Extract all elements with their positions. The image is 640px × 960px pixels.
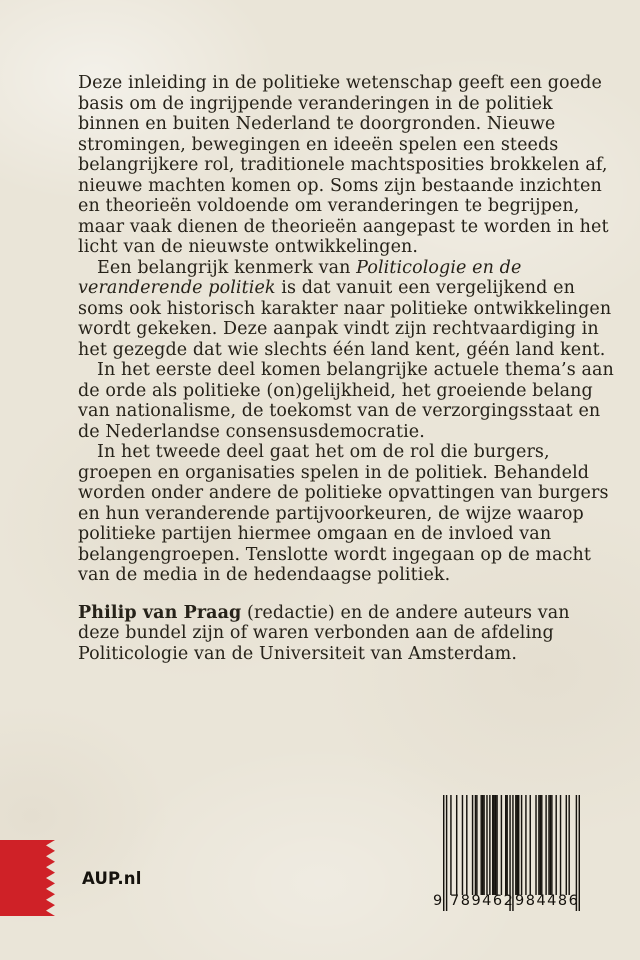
aup-logo-flag xyxy=(0,840,56,916)
publisher-url: AUP.nl xyxy=(82,869,142,888)
blurb-line: de orde als politieke (on)gelijkheid, het groeiende belang xyxy=(78,380,593,401)
blurb-line: Een belangrijk kenmerk van Politicologie en de xyxy=(97,257,522,278)
blurb-paragraph xyxy=(78,360,614,442)
blurb-line: maar vaak dienen de theorieën aangepast te worden in het xyxy=(78,216,609,237)
blurb-line: binnen en buiten Nederland te doorgronden. Nieuwe xyxy=(78,114,556,134)
blurb-line: en hun veranderende partijvoorkeuren, de wijze waarop xyxy=(78,503,584,524)
blurb-line: van de media in de hedendaagse politiek. xyxy=(78,565,451,585)
blurb-line: en theorieën voldoende om veranderingen te begrijpen, xyxy=(78,196,580,216)
blurb-line: Deze inleiding in de politieke wetenschap geeft een goede xyxy=(78,73,602,93)
blurb-line: Politicologie van de Universiteit van Amsterdam. xyxy=(78,643,517,664)
blurb-line: het gezegde dat wie slechts één land kent, géén land kent. xyxy=(78,339,606,360)
blurb-line: groepen en organisaties spelen in de politiek. Behandeld xyxy=(78,462,590,483)
blurb-line: licht van de nieuwste ontwikkelingen. xyxy=(78,237,419,257)
blurb-paragraph xyxy=(78,442,609,586)
blurb-line: soms ook historisch karakter naar politieke ontwikkelingen xyxy=(78,298,612,319)
back-cover-blurb xyxy=(78,73,614,664)
blurb-line: In het tweede deel gaat het om de rol die burgers, xyxy=(97,442,550,462)
isbn-digits-left: 789462 xyxy=(450,893,515,909)
blurb-line: van nationalisme, de toekomst van de verzorgingsstaat en xyxy=(78,401,601,421)
blurb-line: nieuwe machten komen op. Soms zijn bestaande inzichten xyxy=(78,175,602,196)
blurb-paragraph xyxy=(78,603,583,665)
blurb-line: worden onder andere de politieke opvattingen van burgers xyxy=(78,483,609,503)
blurb-line: In het eerste deel komen belangrijke actuele thema’s aan xyxy=(97,360,614,380)
isbn-barcode xyxy=(433,795,580,913)
blurb-line: basis om de ingrijpende veranderingen in de politiek xyxy=(78,93,553,114)
blurb-line: politieke partijen hiermee omgaan en de invloed van xyxy=(78,524,552,544)
blurb-line: stromingen, bewegingen en ideeën spelen een steeds xyxy=(78,134,559,155)
blurb-line: deze bundel zijn of waren verbonden aan de afdeling xyxy=(78,623,554,643)
blurb-line: Philip van Praag (redactie) en de andere auteurs van xyxy=(78,602,570,623)
blurb-line: veranderende politiek is dat vanuit een vergelijkend en xyxy=(78,278,575,298)
isbn-digits-right: 984486 xyxy=(515,893,580,909)
blurb-paragraph xyxy=(78,73,609,258)
blurb-paragraph xyxy=(78,257,612,361)
isbn-digit-lead: 9 xyxy=(433,893,443,909)
blurb-line: de Nederlandse consensusdemocratie. xyxy=(78,421,425,442)
blurb-line: wordt gekeken. Deze aanpak vindt zijn rechtvaardiging in xyxy=(78,319,599,339)
blurb-line: belangengroepen. Tenslotte wordt ingegaan op de macht xyxy=(78,544,592,565)
blurb-line: belangrijkere rol, traditionele machtsposities brokkelen af, xyxy=(78,155,608,175)
isbn-number xyxy=(433,891,580,911)
